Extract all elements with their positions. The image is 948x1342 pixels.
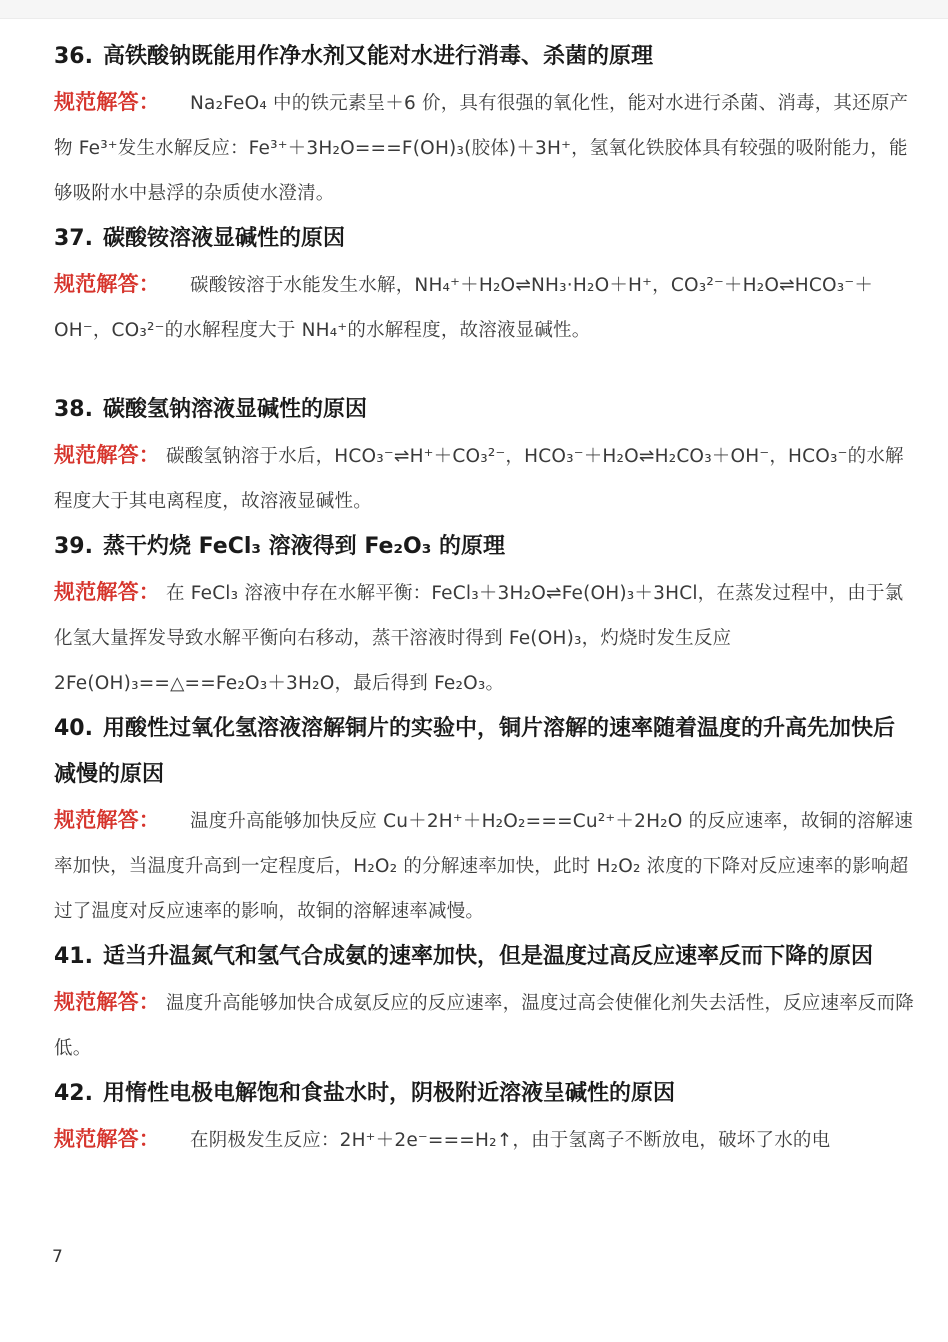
- question-text: 碳酸氢钠溶液显碱性的原因: [102, 397, 367, 422]
- answer-paragraph: [54, 1117, 914, 1163]
- question-number: 40.: [54, 716, 93, 741]
- question-title: [54, 216, 914, 262]
- answer-paragraph: [54, 80, 914, 216]
- answer-text: Na₂FeO₄ 中的铁元素呈＋6 价，具有很强的氧化性，能对水进行杀菌、消毒，其还原产物 Fe³⁺发生水解反应：Fe³⁺＋3H₂O===F(OH)₃(胶体)＋3H⁺，氢氧化铁胶体具有较强的吸附能力，能够吸附水中悬浮的杂质使水澄清。: [54, 93, 909, 204]
- question-number: 37.: [54, 226, 93, 251]
- question-title: [54, 706, 914, 798]
- spacer: [54, 353, 914, 387]
- document-page: [54, 34, 914, 1163]
- question-number: 38.: [54, 397, 93, 422]
- question-number: 39.: [54, 534, 93, 559]
- top-bar: [0, 0, 948, 19]
- question-title: [54, 34, 914, 80]
- answer-label: 规范解答：: [54, 90, 160, 114]
- question-text: 蒸干灼烧 FeCl₃ 溶液得到 Fe₂O₃ 的原理: [102, 534, 506, 559]
- answer-paragraph: [54, 262, 914, 353]
- question-text: 碳酸铵溶液显碱性的原因: [102, 226, 345, 251]
- answer-text: 在 FeCl₃ 溶液中存在水解平衡：FeCl₃＋3H₂O⇌Fe(OH)₃＋3HCl，在蒸发过程中，由于氯化氢大量挥发导致水解平衡向右移动，蒸干溶液时得到 Fe(OH)₃，灼烧时发生反应 2Fe(OH)₃==△==Fe₂O₃＋3H₂O，最后得到 Fe₂O₃。: [54, 583, 904, 694]
- answer-text: 温度升高能够加快合成氨反应的反应速率，温度过高会使催化剂失去活性，反应速率反而降低。: [54, 993, 915, 1059]
- answer-label: 规范解答：: [54, 808, 160, 832]
- answer-label: 规范解答：: [54, 1127, 160, 1151]
- answer-paragraph: [54, 570, 914, 706]
- answer-text: 碳酸铵溶于水能发生水解，NH₄⁺＋H₂O⇌NH₃·H₂O＋H⁺，CO₃²⁻＋H₂O⇌HCO₃⁻＋OH⁻，CO₃²⁻的水解程度大于 NH₄⁺的水解程度，故溶液显碱性。: [54, 275, 874, 341]
- answer-text: 在阴极发生反应：2H⁺＋2e⁻===H₂↑，由于氢离子不断放电，破坏了水的电: [190, 1130, 831, 1151]
- page-number: 7: [52, 1247, 63, 1267]
- answer-label: 规范解答：: [54, 443, 160, 467]
- answer-label: 规范解答：: [54, 580, 160, 604]
- question-text: 用酸性过氧化氢溶液溶解铜片的实验中，铜片溶解的速率随着温度的升高先加快后减慢的原因: [54, 716, 895, 787]
- question-number: 41.: [54, 944, 93, 969]
- answer-label: 规范解答：: [54, 990, 160, 1014]
- question-title: [54, 387, 914, 433]
- answer-paragraph: [54, 798, 914, 934]
- question-text: 适当升温氮气和氢气合成氨的速率加快，但是温度过高反应速率反而下降的原因: [102, 944, 873, 969]
- question-title: [54, 1071, 914, 1117]
- question-text: 用惰性电极电解饱和食盐水时，阴极附近溶液呈碱性的原因: [102, 1081, 675, 1106]
- answer-paragraph: [54, 433, 914, 524]
- question-number: 42.: [54, 1081, 93, 1106]
- answer-paragraph: [54, 980, 914, 1071]
- question-title: [54, 934, 914, 980]
- question-number: 36.: [54, 44, 93, 69]
- answer-label: 规范解答：: [54, 272, 160, 296]
- question-text: 高铁酸钠既能用作净水剂又能对水进行消毒、杀菌的原理: [102, 44, 653, 69]
- question-title: [54, 524, 914, 570]
- answer-text: 温度升高能够加快反应 Cu＋2H⁺＋H₂O₂===Cu²⁺＋2H₂O 的反应速率，故铜的溶解速率加快，当温度升高到一定程度后，H₂O₂ 的分解速率加快，此时 H₂O₂ 浓度的下降对反应速率的影响超过了温度对反应速率的影响，故铜的溶解速率减慢。: [54, 811, 914, 922]
- answer-text: 碳酸氢钠溶于水后，HCO₃⁻⇌H⁺＋CO₃²⁻，HCO₃⁻＋H₂O⇌H₂CO₃＋OH⁻，HCO₃⁻的水解程度大于其电离程度，故溶液显碱性。: [54, 446, 904, 512]
